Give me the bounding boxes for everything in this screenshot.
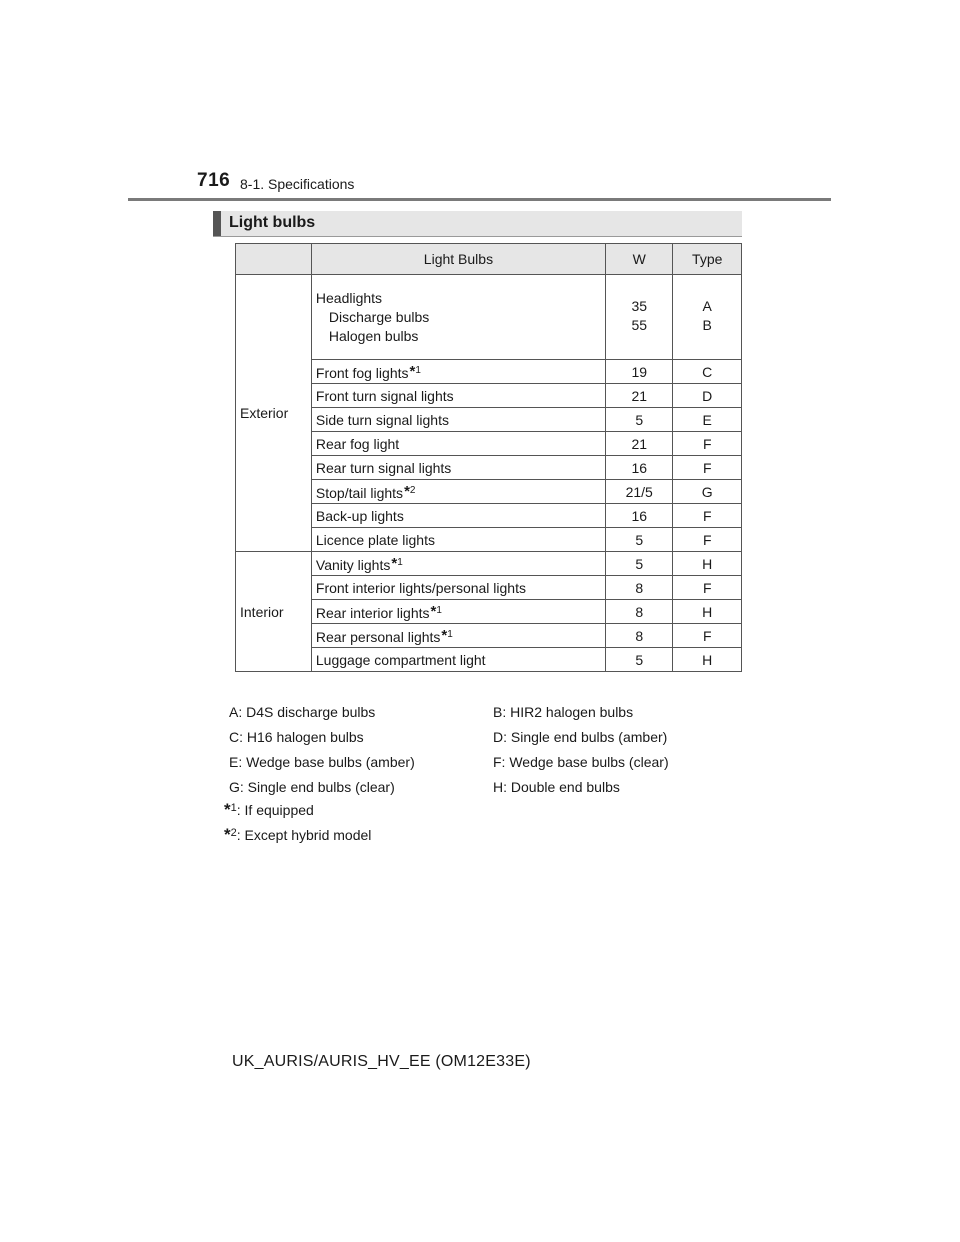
bulb-name: Front interior lights/personal lights (315, 579, 526, 596)
section-heading-marker (213, 211, 221, 236)
legend-entry: D: Single end bulbs (amber) (493, 729, 668, 745)
footnote-asterisk: * (391, 554, 398, 572)
bulb-name: Vanity lights (315, 556, 391, 573)
footnote-marker (430, 602, 442, 620)
wattage-value: 55 (631, 317, 648, 333)
legend-entry: B: HIR2 halogen bulbs (493, 704, 634, 720)
bulb-name: Front turn signal lights (315, 387, 454, 404)
column-header-type: Type (673, 244, 742, 275)
group-label: Exterior (236, 275, 312, 552)
type-value: A (702, 298, 712, 314)
legend-entry: F: Wedge base bulbs (clear) (493, 754, 669, 770)
footnote-marker (409, 362, 421, 380)
page-number: 716 (197, 170, 231, 191)
bulb-name-cell (311, 600, 605, 624)
group-label: Interior (236, 552, 312, 672)
footnote-number: 1 (230, 802, 237, 814)
footnote-asterisk: * (224, 800, 231, 819)
bulb-type-cell: F (673, 456, 742, 480)
table-row (236, 275, 742, 360)
document-footer: UK_AURIS/AURIS_HV_EE (OM12E33E) (232, 1053, 531, 1070)
table-row (236, 384, 742, 408)
bulb-name: Rear interior lights (315, 604, 430, 621)
legend-entry: C: H16 halogen bulbs (229, 729, 364, 745)
wattage-cell: 8 (606, 576, 673, 600)
legend-entry: G: Single end bulbs (clear) (229, 779, 395, 795)
wattage-cell: 5 (606, 552, 673, 576)
bulb-type-cell: F (673, 624, 742, 648)
table-row (236, 648, 742, 672)
wattage-cell: 8 (606, 624, 673, 648)
bulb-name: Back-up lights (315, 507, 404, 524)
footnote-marker (224, 825, 237, 844)
table-row (236, 600, 742, 624)
bulb-type-legend (229, 704, 749, 804)
wattage-cell: 16 (606, 504, 673, 528)
wattage-cell: 16 (606, 456, 673, 480)
table-row (236, 456, 742, 480)
footnote (224, 800, 371, 825)
legend-entry: A: D4S discharge bulbs (229, 704, 376, 720)
wattage-value: 35 (631, 298, 648, 314)
wattage-cell: 8 (606, 600, 673, 624)
legend-row (229, 729, 749, 754)
table-row (236, 528, 742, 552)
bulb-type-cell: F (673, 432, 742, 456)
bulb-name: Rear fog light (315, 435, 400, 452)
column-header-watts: W (606, 244, 673, 275)
wattage-cell: 19 (606, 360, 673, 384)
footnote-number: 1 (397, 556, 403, 568)
wattage-cell: 21 (606, 432, 673, 456)
footnote (224, 825, 371, 850)
footnote-marker (441, 626, 453, 644)
section-title: Light bulbs (229, 214, 316, 231)
footnote-asterisk: * (441, 626, 448, 644)
table-row (236, 480, 742, 504)
footnote-number: 2 (409, 484, 416, 496)
footnote-text: : Except hybrid model (236, 827, 372, 843)
bulb-type-cell: D (673, 384, 742, 408)
footnote-number: 1 (415, 364, 421, 376)
headlight-line: Halogen bulbs (328, 327, 419, 344)
bulb-name-cell (311, 408, 605, 432)
bulb-name: Front fog lights (315, 364, 409, 381)
wattage-cell: 21 (606, 384, 673, 408)
table-row (236, 432, 742, 456)
bulb-name-cell (311, 432, 605, 456)
type-value: B (702, 317, 712, 333)
footnote-text: : If equipped (236, 802, 314, 818)
bulb-type-cell: H (673, 648, 742, 672)
table-row (236, 408, 742, 432)
column-header-light-bulbs: Light Bulbs (311, 244, 605, 275)
wattage-cell: 5 (606, 408, 673, 432)
bulb-name: Licence plate lights (315, 531, 435, 548)
footnote-number: 1 (436, 604, 442, 616)
bulb-name-cell (311, 384, 605, 408)
bulb-type-cell: C (673, 360, 742, 384)
bulb-type-cell: F (673, 504, 742, 528)
footnote-asterisk: * (224, 825, 231, 844)
table-row (236, 624, 742, 648)
footnote-number: 2 (230, 827, 237, 839)
wattage-cell (606, 275, 673, 360)
table-row (236, 552, 742, 576)
bulb-name-cell (311, 275, 605, 360)
footnote-asterisk: * (409, 362, 416, 380)
bulb-name-cell (311, 624, 605, 648)
section-heading-bar (213, 211, 742, 237)
wattage-cell: 5 (606, 528, 673, 552)
bulb-name: Side turn signal lights (315, 411, 449, 428)
column-header-group (236, 244, 312, 275)
bulb-name-cell (311, 648, 605, 672)
footnote-marker (391, 554, 403, 572)
legend-entry: E: Wedge base bulbs (amber) (229, 754, 415, 770)
bulb-type-cell: F (673, 528, 742, 552)
bulb-name: Luggage compartment light (315, 651, 486, 668)
table-row (236, 576, 742, 600)
footnote-asterisk: * (430, 602, 437, 620)
legend-row (229, 754, 749, 779)
bulb-name-cell (311, 360, 605, 384)
table-row (236, 504, 742, 528)
legend-row (229, 704, 749, 729)
footnote-marker (404, 482, 416, 500)
bulb-name-cell (311, 480, 605, 504)
table-row (236, 360, 742, 384)
bulb-name-cell (311, 528, 605, 552)
bulb-name-cell (311, 552, 605, 576)
footnote-asterisk: * (404, 482, 410, 500)
bulb-type-cell (673, 275, 742, 360)
bulb-type-cell: F (673, 576, 742, 600)
light-bulbs-table (235, 243, 742, 672)
bulb-name: Stop/tail lights (315, 484, 404, 501)
bulb-name: Rear personal lights (315, 628, 441, 645)
bulb-type-cell: H (673, 600, 742, 624)
footnotes (224, 800, 371, 850)
legend-entry: H: Double end bulbs (493, 779, 620, 795)
table-header-row (236, 244, 742, 275)
bulb-type-cell: E (673, 408, 742, 432)
bulb-type-cell: H (673, 552, 742, 576)
header-rule (128, 198, 831, 201)
section-reference: 8-1. Specifications (240, 176, 355, 192)
bulb-name-cell (311, 456, 605, 480)
bulb-type-cell: G (673, 480, 742, 504)
bulb-name-cell (311, 576, 605, 600)
wattage-cell: 5 (606, 648, 673, 672)
bulb-name-cell (311, 504, 605, 528)
footnote-marker (224, 800, 237, 819)
bulb-name: Rear turn signal lights (315, 459, 452, 476)
footnote-number: 1 (447, 628, 453, 640)
wattage-cell: 21/5 (606, 480, 673, 504)
headlight-line: Discharge bulbs (328, 308, 430, 325)
headlight-line: Headlights (315, 289, 383, 306)
